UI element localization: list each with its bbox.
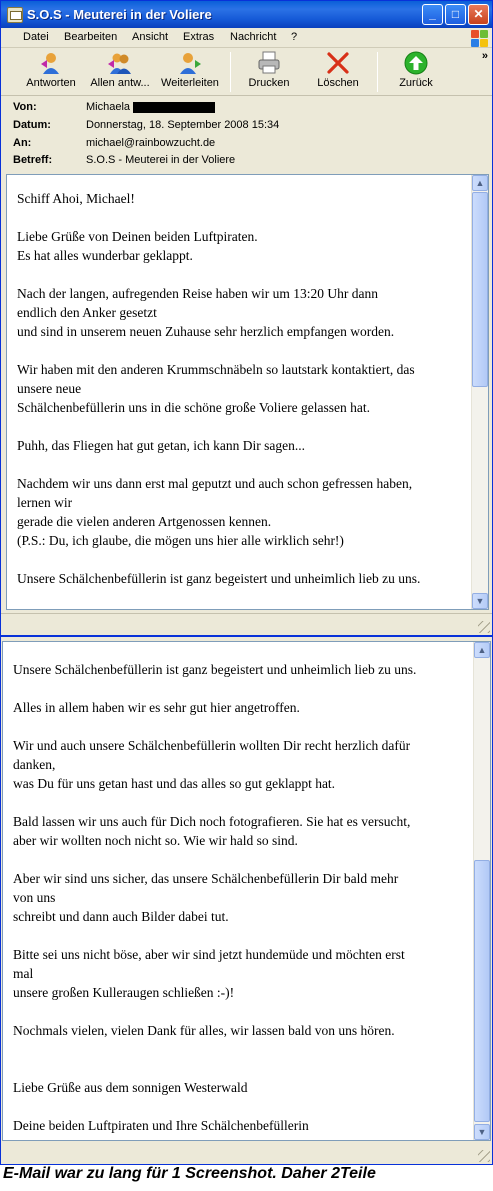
message-window-part2 <box>0 636 493 1165</box>
menu-ansicht[interactable]: Ansicht <box>132 31 169 43</box>
message-line <box>13 850 465 869</box>
message-line: danken, <box>13 757 56 772</box>
message-line: (P.S.: Du, ich glaube, die mögen uns hier alle wirklich sehr!) <box>17 533 344 548</box>
message-line <box>17 341 467 360</box>
message-line <box>13 1040 465 1059</box>
back-label: Zurück <box>399 77 433 89</box>
date-label: Datum: <box>13 119 51 131</box>
toolbar-separator <box>377 52 378 92</box>
from-value: Michaela <box>86 101 131 113</box>
message-line: Unsere Schälchenbefüllerin ist ganz begeistert und unheimlich lieb zu uns. <box>17 571 421 586</box>
to-label: An: <box>13 137 32 149</box>
vertical-scrollbar[interactable] <box>471 175 488 609</box>
message-line: Nach der langen, aufregenden Reise haben wir um 13:20 Uhr dann <box>17 286 378 301</box>
date-value: Donnerstag, 18. September 2008 15:34 <box>86 119 280 131</box>
window-title: S.O.S - Meuterei in der Voliere <box>27 7 212 22</box>
message-line: Wir und auch unsere Schälchenbefüllerin wollten Dir recht herzlich dafür <box>13 738 411 753</box>
scroll-up-button[interactable]: ▲ <box>472 175 488 191</box>
message-line: gerade die vielen anderen Artgenossen kennen. <box>17 514 272 529</box>
delete-button[interactable] <box>313 50 363 89</box>
message-headers <box>1 97 492 171</box>
reply-all-label: Allen antw... <box>90 77 150 89</box>
to-value: michael@rainbowzucht.de <box>86 137 216 149</box>
message-line <box>13 1097 465 1116</box>
message-line: was Du für uns getan hast und das alles so gut geklappt hat. <box>13 776 336 791</box>
message-line: Bald lassen wir uns auch für Dich noch fotografieren. Sie hat es versucht, <box>13 814 411 829</box>
message-line: Wir haben mit den anderen Krummschnäbeln so lautstark kontaktiert, das <box>17 362 415 377</box>
mail-message-icon <box>7 7 23 23</box>
forward-label: Weiterleiten <box>161 77 219 89</box>
message-line: lernen wir <box>17 495 73 510</box>
resize-grip[interactable] <box>478 1150 490 1162</box>
status-bar <box>1 613 492 635</box>
message-line: Nachdem wir uns dann erst mal geputzt und auch schon gefressen haben, <box>17 476 413 491</box>
message-body-pane[interactable] <box>2 641 491 1141</box>
message-line: Alles in allem haben wir es sehr gut hier angetroffen. <box>13 700 300 715</box>
message-line: Unsere Schälchenbefüllerin ist ganz begeistert und unheimlich lieb zu uns. <box>13 662 417 677</box>
message-line: unsere neue <box>17 381 82 396</box>
message-line <box>17 455 467 474</box>
message-line: Schiff Ahoi, Michael! <box>17 191 135 206</box>
status-bar <box>1 1143 492 1164</box>
message-line: und sind in unserem neuen Zuhause sehr herzlich empfangen worden. <box>17 324 395 339</box>
green-arrow-up-icon <box>403 50 429 76</box>
subject-label: Betreff: <box>13 154 53 166</box>
redacted-block <box>133 102 215 113</box>
message-line <box>13 717 465 736</box>
message-line: Es hat alles wunderbar geklappt. <box>17 248 193 263</box>
forward-button[interactable] <box>158 50 222 89</box>
message-line: Puhh, das Fliegen hat gut getan, ich kann Dir sagen... <box>17 438 305 453</box>
delete-label: Löschen <box>317 77 359 89</box>
reply-label: Antworten <box>26 77 76 89</box>
menu-bar <box>1 28 492 48</box>
message-line <box>13 926 465 945</box>
message-line <box>13 679 465 698</box>
from-label: Von: <box>13 101 37 113</box>
toolbar-separator <box>230 52 231 92</box>
toolbar-overflow-chevron[interactable]: » <box>481 50 488 62</box>
message-line: Nochmals vielen, vielen Dank für alles, wir lassen bald von uns hören. <box>13 1023 395 1038</box>
message-line: Schälchenbefüllerin uns in die schöne große Voliere gelassen hat. <box>17 400 371 415</box>
scroll-thumb[interactable] <box>472 192 488 387</box>
message-line <box>17 265 467 284</box>
scroll-up-button[interactable]: ▲ <box>474 642 490 658</box>
message-line: Deine beiden Luftpiraten und Ihre Schälchenbefüllerin <box>13 1118 309 1133</box>
reply-button[interactable] <box>21 50 81 89</box>
vertical-scrollbar[interactable] <box>473 642 490 1140</box>
maximize-button[interactable]: □ <box>445 4 466 25</box>
minimize-button[interactable]: _ <box>422 4 443 25</box>
scroll-down-button[interactable]: ▼ <box>474 1124 490 1140</box>
close-button[interactable]: ✕ <box>468 4 489 25</box>
message-line: unsere großen Kulleraugen schließen :-)! <box>13 985 235 1000</box>
message-line <box>17 208 467 227</box>
menu-datei[interactable]: Datei <box>23 31 49 43</box>
resize-grip[interactable] <box>478 621 490 633</box>
message-line <box>13 1002 465 1021</box>
reply-all-button[interactable] <box>85 50 155 89</box>
message-line: schreibt und dann auch Bilder dabei tut. <box>13 909 229 924</box>
message-line: Bitte sei uns nicht böse, aber wir sind jetzt hundemüde und möchten erst <box>13 947 405 962</box>
print-button[interactable] <box>244 50 294 89</box>
image-caption: E-Mail war zu lang für 1 Screenshot. Daher 2Teile <box>3 1165 376 1182</box>
reply-icon <box>38 50 64 76</box>
back-button[interactable] <box>391 50 441 89</box>
forward-icon <box>177 50 203 76</box>
message-line <box>17 550 467 569</box>
menu-help[interactable]: ? <box>291 31 298 43</box>
menu-bearbeiten[interactable]: Bearbeiten <box>64 31 118 43</box>
title-bar[interactable] <box>1 1 492 28</box>
message-body-pane[interactable] <box>6 174 489 610</box>
message-body-text <box>13 660 465 1135</box>
message-line: mal <box>13 966 34 981</box>
message-line <box>13 793 465 812</box>
message-line <box>17 417 467 436</box>
printer-icon <box>256 50 282 76</box>
menu-nachricht[interactable]: Nachricht <box>230 31 277 43</box>
menu-extras[interactable]: Extras <box>183 31 215 43</box>
scroll-thumb[interactable] <box>474 860 490 1122</box>
windows-logo-icon <box>469 28 489 48</box>
message-body-text <box>17 189 467 588</box>
message-line: von uns <box>13 890 56 905</box>
message-line: Aber wir sind uns sicher, das unsere Schälchenbefüllerin Dir bald mehr <box>13 871 399 886</box>
delete-x-icon <box>325 50 351 76</box>
message-line: endlich den Anker gesetzt <box>17 305 157 320</box>
message-line <box>13 1059 465 1078</box>
toolbar <box>1 48 492 96</box>
message-line: Liebe Grüße aus dem sonnigen Westerwald <box>13 1080 248 1095</box>
message-line: aber wir wollten noch nicht so. Wie wir hald so sind. <box>13 833 298 848</box>
print-label: Drucken <box>248 77 290 89</box>
from-value-wrap <box>86 101 215 113</box>
subject-value: S.O.S - Meuterei in der Voliere <box>86 154 236 166</box>
scroll-down-button[interactable]: ▼ <box>472 593 488 609</box>
message-line: Liebe Grüße von Deinen beiden Luftpiraten. <box>17 229 258 244</box>
reply-all-icon <box>107 50 133 76</box>
